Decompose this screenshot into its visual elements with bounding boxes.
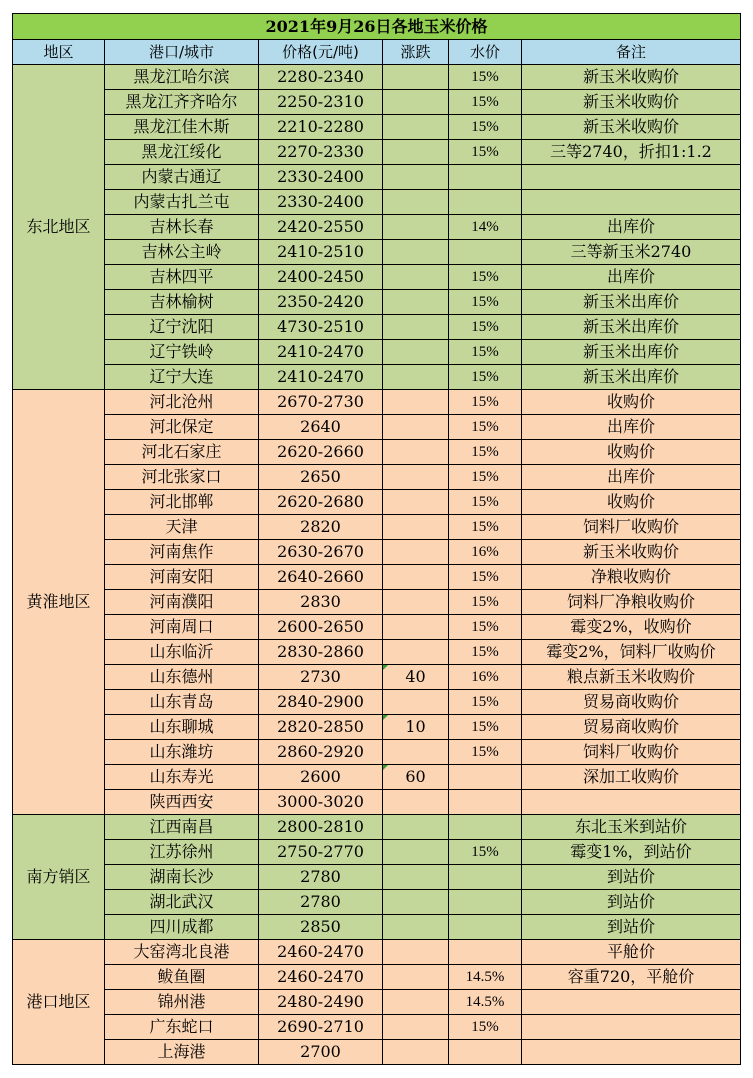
city-cell: 山东青岛: [105, 690, 259, 715]
water-cell: 15%: [449, 840, 522, 865]
table-row: [13, 740, 741, 765]
note-cell: 出库价: [522, 415, 741, 440]
water-cell: [449, 815, 522, 840]
table-row: [13, 840, 741, 865]
change-cell: [383, 815, 449, 840]
table-row: [13, 465, 741, 490]
change-cell: [383, 865, 449, 890]
city-cell: 吉林四平: [105, 265, 259, 290]
water-cell: [449, 890, 522, 915]
table-row: [13, 865, 741, 890]
change-cell: [383, 940, 449, 965]
city-cell: 吉林公主岭: [105, 240, 259, 265]
change-cell: [383, 915, 449, 940]
change-cell: [383, 1015, 449, 1040]
table-row: [13, 190, 741, 215]
table-row: [13, 365, 741, 390]
title-row: [13, 14, 741, 40]
price-cell: 2670-2730: [259, 390, 383, 415]
price-cell: 2640: [259, 415, 383, 440]
change-cell: [383, 790, 449, 815]
water-cell: 15%: [449, 340, 522, 365]
water-cell: [449, 865, 522, 890]
change-cell: [383, 590, 449, 615]
change-cell: 60: [383, 765, 449, 790]
price-cell: 2820: [259, 515, 383, 540]
water-cell: 15%: [449, 140, 522, 165]
note-cell: 出库价: [522, 265, 741, 290]
note-cell: 饲料厂净粮收购价: [522, 590, 741, 615]
city-cell: 山东寿光: [105, 765, 259, 790]
header-region: 地区: [13, 40, 105, 65]
table-row: [13, 240, 741, 265]
note-cell: 新玉米出库价: [522, 290, 741, 315]
water-cell: [449, 1040, 522, 1065]
water-cell: [449, 165, 522, 190]
change-cell: [383, 490, 449, 515]
table-body: [13, 14, 741, 1065]
price-cell: 2780: [259, 890, 383, 915]
city-cell: 上海港: [105, 1040, 259, 1065]
city-cell: 广东蛇口: [105, 1015, 259, 1040]
city-cell: 山东聊城: [105, 715, 259, 740]
price-cell: 2420-2550: [259, 215, 383, 240]
header-city: 港口/城市: [105, 40, 259, 65]
city-cell: 河南安阳: [105, 565, 259, 590]
note-cell: 深加工收购价: [522, 765, 741, 790]
region-cell: 南方销区: [13, 815, 105, 940]
note-cell: 到站价: [522, 915, 741, 940]
water-cell: 15%: [449, 515, 522, 540]
change-cell: [383, 640, 449, 665]
note-cell: 新玉米出库价: [522, 340, 741, 365]
city-cell: 辽宁大连: [105, 365, 259, 390]
city-cell: 陕西西安: [105, 790, 259, 815]
table-row: [13, 140, 741, 165]
price-cell: 2460-2470: [259, 940, 383, 965]
note-cell: [522, 190, 741, 215]
change-cell: [383, 140, 449, 165]
water-cell: 15%: [449, 290, 522, 315]
water-cell: 14.5%: [449, 965, 522, 990]
note-cell: 三等2740，折扣1:1.2: [522, 140, 741, 165]
price-cell: 2630-2670: [259, 540, 383, 565]
city-cell: 山东临沂: [105, 640, 259, 665]
note-cell: [522, 990, 741, 1015]
note-cell: 收购价: [522, 440, 741, 465]
water-cell: [449, 940, 522, 965]
table-row: [13, 515, 741, 540]
note-cell: 新玉米出库价: [522, 365, 741, 390]
price-cell: 2460-2470: [259, 965, 383, 990]
price-cell: 4730-2510: [259, 315, 383, 340]
table-row: [13, 1040, 741, 1065]
price-cell: 2850: [259, 915, 383, 940]
note-cell: 饲料厂收购价: [522, 740, 741, 765]
header-water: 水价: [449, 40, 522, 65]
change-cell: [383, 190, 449, 215]
table-row: [13, 115, 741, 140]
city-cell: 黑龙江佳木斯: [105, 115, 259, 140]
water-cell: [449, 190, 522, 215]
note-cell: 新玉米收购价: [522, 540, 741, 565]
city-cell: 河北保定: [105, 415, 259, 440]
price-cell: 2410-2470: [259, 340, 383, 365]
change-cell: [383, 465, 449, 490]
water-cell: 15%: [449, 440, 522, 465]
price-cell: 2840-2900: [259, 690, 383, 715]
city-cell: 内蒙古扎兰屯: [105, 190, 259, 215]
price-cell: 2330-2400: [259, 165, 383, 190]
note-cell: 平舱价: [522, 940, 741, 965]
note-cell: 粮点新玉米收购价: [522, 665, 741, 690]
city-cell: 河北邯郸: [105, 490, 259, 515]
price-cell: 2650: [259, 465, 383, 490]
change-cell: [383, 365, 449, 390]
price-cell: 2860-2920: [259, 740, 383, 765]
city-cell: 四川成都: [105, 915, 259, 940]
price-cell: 2480-2490: [259, 990, 383, 1015]
price-cell: 2330-2400: [259, 190, 383, 215]
city-cell: 山东德州: [105, 665, 259, 690]
header-row: [13, 40, 741, 65]
change-cell: [383, 115, 449, 140]
table-row: [13, 590, 741, 615]
corn-price-table: [12, 13, 741, 1065]
city-cell: 黑龙江齐齐哈尔: [105, 90, 259, 115]
note-cell: [522, 165, 741, 190]
city-cell: 湖北武汉: [105, 890, 259, 915]
header-change: 涨跌: [383, 40, 449, 65]
water-cell: 15%: [449, 740, 522, 765]
price-cell: 2730: [259, 665, 383, 690]
water-cell: 15%: [449, 465, 522, 490]
water-cell: 14%: [449, 215, 522, 240]
city-cell: 山东潍坊: [105, 740, 259, 765]
price-cell: 2600-2650: [259, 615, 383, 640]
table-row: [13, 940, 741, 965]
water-cell: 15%: [449, 390, 522, 415]
change-cell: [383, 515, 449, 540]
city-cell: 锦州港: [105, 990, 259, 1015]
price-cell: 2690-2710: [259, 1015, 383, 1040]
note-cell: 容重720，平舱价: [522, 965, 741, 990]
city-cell: 黑龙江绥化: [105, 140, 259, 165]
change-cell: 40: [383, 665, 449, 690]
price-cell: 3000-3020: [259, 790, 383, 815]
note-cell: 到站价: [522, 865, 741, 890]
water-cell: 16%: [449, 540, 522, 565]
price-cell: 2410-2510: [259, 240, 383, 265]
note-cell: 霉变2%，饲料厂收购价: [522, 640, 741, 665]
change-cell: [383, 1040, 449, 1065]
water-cell: 15%: [449, 615, 522, 640]
city-cell: 河南周口: [105, 615, 259, 640]
water-cell: [449, 915, 522, 940]
change-cell: [383, 840, 449, 865]
price-cell: 2830-2860: [259, 640, 383, 665]
change-cell: [383, 890, 449, 915]
price-cell: 2830: [259, 590, 383, 615]
change-cell: [383, 965, 449, 990]
table-row: [13, 290, 741, 315]
price-cell: 2600: [259, 765, 383, 790]
city-cell: 鲅鱼圈: [105, 965, 259, 990]
water-cell: 14.5%: [449, 990, 522, 1015]
table-row: [13, 440, 741, 465]
note-cell: [522, 1015, 741, 1040]
water-cell: 15%: [449, 115, 522, 140]
change-cell: [383, 215, 449, 240]
water-cell: 15%: [449, 1015, 522, 1040]
price-cell: 2400-2450: [259, 265, 383, 290]
note-cell: 霉变2%，收购价: [522, 615, 741, 640]
water-cell: 15%: [449, 690, 522, 715]
note-cell: [522, 790, 741, 815]
table-row: [13, 790, 741, 815]
note-cell: 收购价: [522, 390, 741, 415]
price-cell: 2270-2330: [259, 140, 383, 165]
water-cell: 15%: [449, 640, 522, 665]
city-cell: 吉林榆树: [105, 290, 259, 315]
table-row: [13, 640, 741, 665]
region-cell: 东北地区: [13, 65, 105, 390]
water-cell: 15%: [449, 90, 522, 115]
note-cell: 出库价: [522, 465, 741, 490]
city-cell: 河北沧州: [105, 390, 259, 415]
price-cell: 2820-2850: [259, 715, 383, 740]
water-cell: 15%: [449, 715, 522, 740]
change-cell: [383, 290, 449, 315]
table-row: [13, 315, 741, 340]
change-cell: [383, 440, 449, 465]
table-row: [13, 415, 741, 440]
water-cell: 15%: [449, 365, 522, 390]
note-cell: 三等新玉米2740: [522, 240, 741, 265]
city-cell: 江西南昌: [105, 815, 259, 840]
table-row: [13, 340, 741, 365]
note-cell: 净粮收购价: [522, 565, 741, 590]
change-cell: [383, 315, 449, 340]
table-row: [13, 765, 741, 790]
header-price: 价格(元/吨): [259, 40, 383, 65]
price-cell: 2620-2680: [259, 490, 383, 515]
table-row: [13, 540, 741, 565]
change-cell: [383, 165, 449, 190]
water-cell: 15%: [449, 490, 522, 515]
table-row: [13, 215, 741, 240]
change-cell: [383, 690, 449, 715]
table-row: [13, 565, 741, 590]
price-cell: 2350-2420: [259, 290, 383, 315]
change-cell: [383, 90, 449, 115]
change-cell: [383, 415, 449, 440]
note-cell: 收购价: [522, 490, 741, 515]
table-row: [13, 915, 741, 940]
city-cell: 湖南长沙: [105, 865, 259, 890]
note-cell: 到站价: [522, 890, 741, 915]
note-cell: 新玉米收购价: [522, 65, 741, 90]
price-cell: 2640-2660: [259, 565, 383, 590]
note-cell: 新玉米收购价: [522, 90, 741, 115]
city-cell: 河南焦作: [105, 540, 259, 565]
water-cell: 15%: [449, 315, 522, 340]
city-cell: 河北石家庄: [105, 440, 259, 465]
table-row: [13, 665, 741, 690]
table-row: [13, 265, 741, 290]
table-title: 2021年9月26日各地玉米价格: [13, 14, 741, 40]
change-cell: [383, 540, 449, 565]
price-cell: 2410-2470: [259, 365, 383, 390]
change-cell: [383, 65, 449, 90]
change-cell: [383, 615, 449, 640]
price-cell: 2210-2280: [259, 115, 383, 140]
water-cell: 15%: [449, 590, 522, 615]
note-cell: 饲料厂收购价: [522, 515, 741, 540]
city-cell: 吉林长春: [105, 215, 259, 240]
water-cell: 15%: [449, 415, 522, 440]
table-row: [13, 90, 741, 115]
note-cell: 出库价: [522, 215, 741, 240]
note-cell: [522, 1040, 741, 1065]
price-cell: 2780: [259, 865, 383, 890]
change-cell: [383, 565, 449, 590]
change-cell: [383, 740, 449, 765]
water-cell: 15%: [449, 565, 522, 590]
price-cell: 2700: [259, 1040, 383, 1065]
price-cell: 2250-2310: [259, 90, 383, 115]
table-row: [13, 390, 741, 415]
city-cell: 辽宁沈阳: [105, 315, 259, 340]
price-cell: 2280-2340: [259, 65, 383, 90]
city-cell: 黑龙江哈尔滨: [105, 65, 259, 90]
table-row: [13, 615, 741, 640]
water-cell: [449, 790, 522, 815]
note-cell: 贸易商收购价: [522, 690, 741, 715]
table-row: [13, 1015, 741, 1040]
city-cell: 江苏徐州: [105, 840, 259, 865]
change-cell: [383, 265, 449, 290]
water-cell: [449, 240, 522, 265]
change-cell: [383, 240, 449, 265]
change-cell: [383, 340, 449, 365]
table-row: [13, 165, 741, 190]
change-cell: [383, 390, 449, 415]
table-row: [13, 690, 741, 715]
region-cell: 黄淮地区: [13, 390, 105, 815]
header-note: 备注: [522, 40, 741, 65]
table-row: [13, 490, 741, 515]
note-cell: 新玉米收购价: [522, 115, 741, 140]
table-row: [13, 65, 741, 90]
note-cell: 贸易商收购价: [522, 715, 741, 740]
note-cell: 新玉米出库价: [522, 315, 741, 340]
change-cell: [383, 990, 449, 1015]
note-cell: 东北玉米到站价: [522, 815, 741, 840]
table-row: [13, 890, 741, 915]
table-row: [13, 815, 741, 840]
note-cell: 霉变1%，到站价: [522, 840, 741, 865]
table-row: [13, 965, 741, 990]
change-cell: 10: [383, 715, 449, 740]
water-cell: 15%: [449, 65, 522, 90]
city-cell: 河北张家口: [105, 465, 259, 490]
city-cell: 辽宁铁岭: [105, 340, 259, 365]
table-row: [13, 715, 741, 740]
city-cell: 内蒙古通辽: [105, 165, 259, 190]
city-cell: 大窑湾北良港: [105, 940, 259, 965]
water-cell: 15%: [449, 265, 522, 290]
city-cell: 河南濮阳: [105, 590, 259, 615]
price-cell: 2800-2810: [259, 815, 383, 840]
water-cell: 16%: [449, 665, 522, 690]
price-cell: 2750-2770: [259, 840, 383, 865]
price-cell: 2620-2660: [259, 440, 383, 465]
region-cell: 港口地区: [13, 940, 105, 1065]
city-cell: 天津: [105, 515, 259, 540]
water-cell: [449, 765, 522, 790]
table-row: [13, 990, 741, 1015]
